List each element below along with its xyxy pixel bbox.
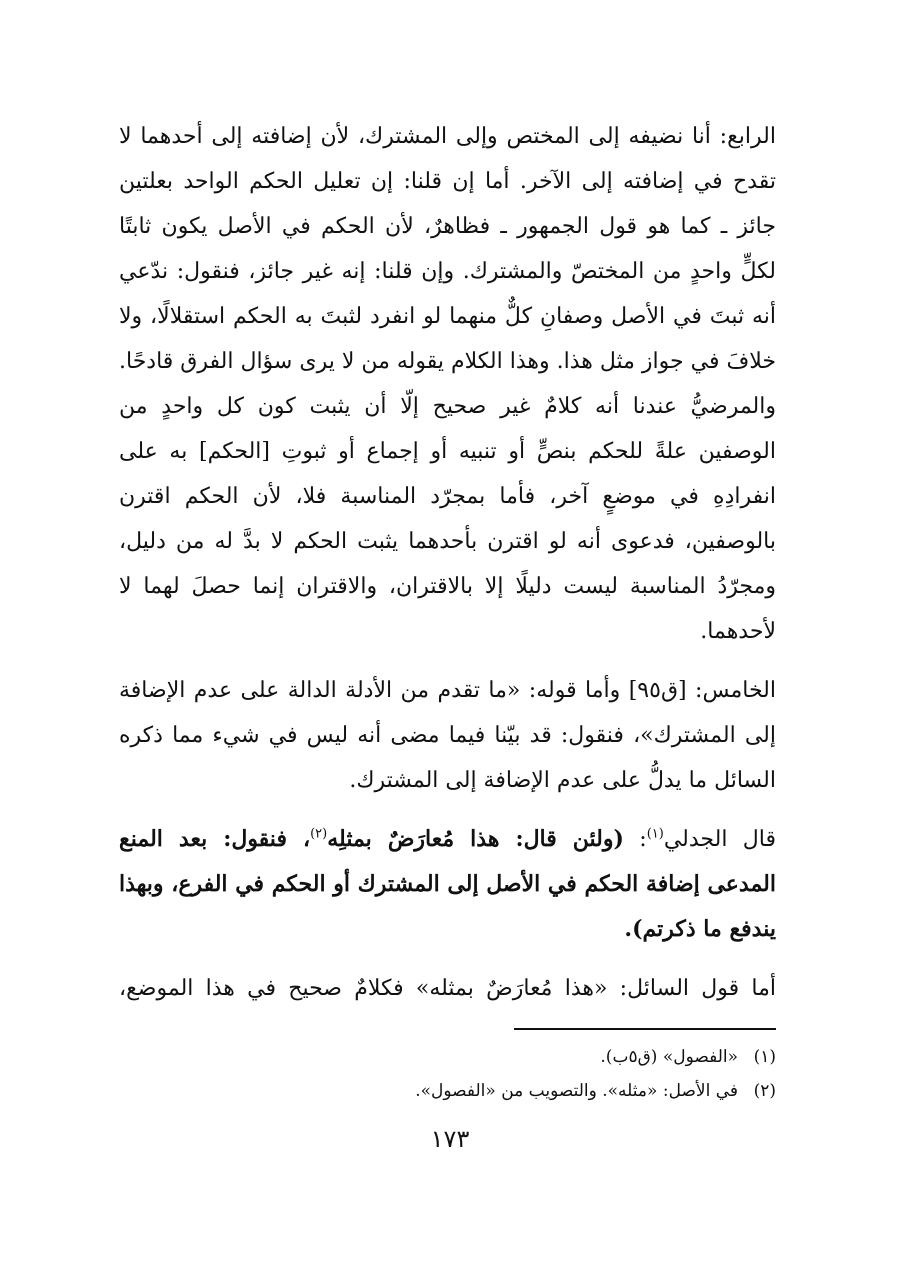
main-text (119, 114, 776, 1011)
paragraph-fifth-point: الخامس: [ق٩٥] وأما قوله: «ما تقدم من الأدلة الدالة على عدم الإضافة إلى المشترك»، فنقول: قد بيّنا فيما مضى أنه ليس في شيء مما ذكره السائل ما يدلُّ على عدم الإضافة إلى المشترك. (119, 678, 776, 793)
footnote-1 (119, 1040, 776, 1074)
quoted-text-part-a: (ولئن قال: هذا مُعارَضٌ بمثلِه (327, 826, 624, 852)
footnote-ref-1[interactable]: (١) (646, 826, 664, 842)
quote-colon: : (623, 827, 647, 852)
page-number: ١٧٣ (430, 1125, 470, 1153)
footnote-ref-2[interactable]: (٢) (310, 826, 328, 842)
footnote-separator (514, 1028, 776, 1030)
quoted-text-part-b: ، فنقول: بعد المنع المدعى إضافة الحكم في الأصل إلى المشترك أو الحكم في الفرع، وبهذا يندفع ما ذكرتم). (119, 826, 776, 942)
footnote-2-text: في الأصل: «مثله». والتصويب من «الفصول». (415, 1081, 738, 1101)
paragraph-questioner-reply: أما قول السائل: «هذا مُعارَضٌ بمثله» فكلامٌ صحيح في هذا الموضع، (119, 976, 776, 1001)
paragraph-jadali-quote (119, 817, 776, 952)
footnote-1-text: «الفصول» (ق٥ب). (600, 1047, 738, 1067)
footnote-2-number: (٢) (753, 1081, 776, 1101)
footnote-1-number: (١) (753, 1047, 776, 1067)
paragraph-fourth-point: الرابع: أنا نضيفه إلى المختص وإلى المشترك، لأن إضافته إلى أحدهما لا تقدح في إضافته إلى الآخر. أما إن قلنا: إن تعليل الحكم الواحد بعلتين جائز ـ كما هو قول الجمهور ـ فظاهرٌ، لأن الحكم في الأصل يكون ثابتًا لكلٍّ واحدٍ من المختصّ والمشترك. وإن قلنا: إنه غير جائز، فنقول: ندّعي أنه ثبتَ في الأصل وصفانِ كلٌّ منهما لو انفرد لثبتَ به الحكم استقلالًا، ولا خلافَ في جواز مثل هذا. وهذا الكلام يقوله من لا يرى سؤال الفرق قادحًا. والمرضيُّ عندنا أنه كلامٌ غير صحيح إلّا أن يثبت كون كل واحدٍ من الوصفين علةً للحكم بنصٍّ أو تنبيه أو إجماع أو ثبوتِ [الحكم] به على انفرادِهِ في موضعٍ آخر، فأما بمجرّد المناسبة فلا، لأن الحكم اقترن بالوصفين، فدعوى أنه لو اقترن بأحدهما يثبت الحكم لا بدَّ له من دليل، ومجرّدُ المناسبة ليست دليلًا إلا بالاقتران، والاقتران إنما حصلَ لهما لا لأحدهما. (119, 124, 776, 644)
footnotes (119, 1040, 776, 1108)
footnote-2 (119, 1074, 776, 1108)
quote-intro: قال الجدلي (663, 827, 777, 852)
